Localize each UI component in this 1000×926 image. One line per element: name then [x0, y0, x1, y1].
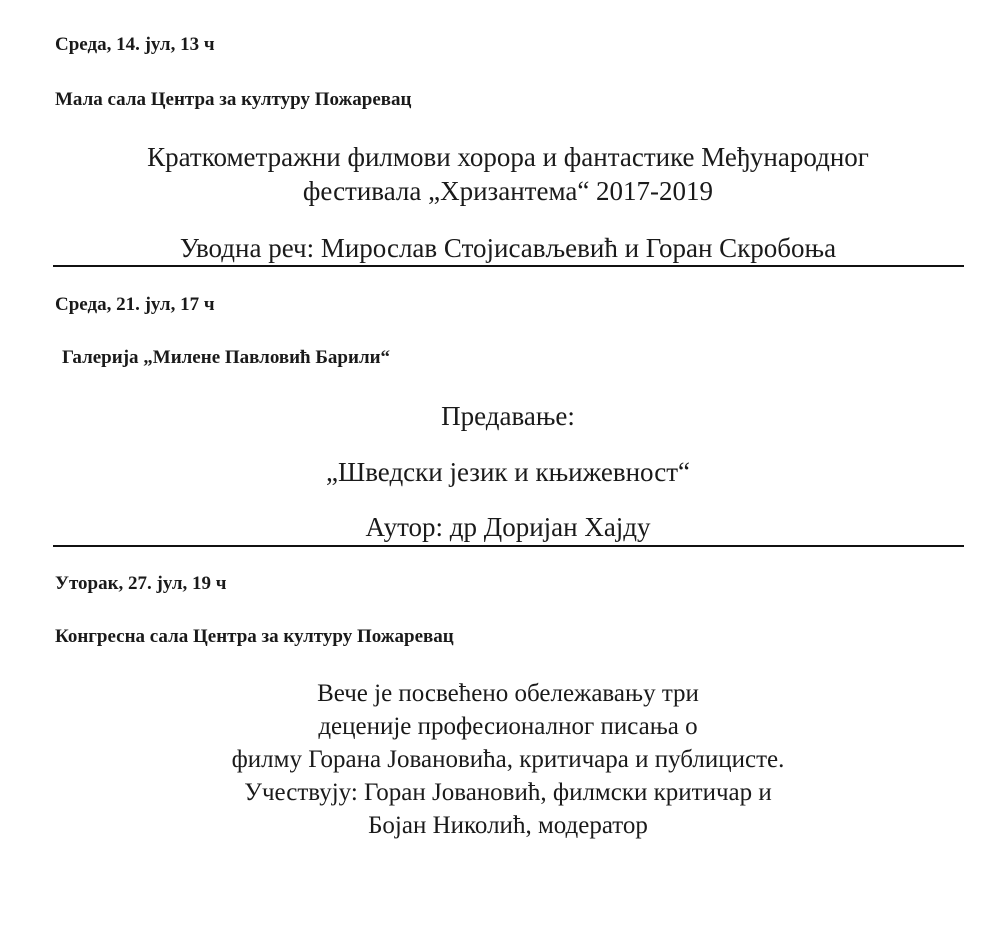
event-3-line-3: филму Горана Јовановића, критичара и публицисте. — [231, 746, 785, 773]
event-2-date: Среда, 21. јул, 17 ч — [55, 294, 215, 315]
event-3-line-4: Учествују: Горан Јовановић, филмски критичар и — [244, 779, 772, 806]
event-1-date: Среда, 14. јул, 13 ч — [55, 34, 215, 55]
event-3-line-5: Бојан Николић, модератор — [368, 812, 648, 839]
event-2-venue: Галерија „Милене Павловић Барили“ — [62, 347, 391, 368]
event-1-venue: Мала сала Центра за културу Пожаревац — [55, 89, 412, 110]
divider-1 — [53, 265, 964, 267]
event-1-title-line-2: фестивала „Хризантема“ 2017-2019 — [302, 176, 714, 206]
event-3-venue: Конгресна сала Центра за културу Пожаревац — [55, 626, 454, 647]
event-3-line-2: деценије професионалног писања о — [318, 713, 698, 740]
event-1-intro: Уводна реч: Мирослав Стојисављевић и Горан Скробоња — [179, 233, 837, 263]
event-2-type: Предавање: — [441, 401, 575, 431]
event-1-title — [53, 140, 963, 208]
event-2-author: Аутор: др Доријан Хајду — [365, 512, 651, 542]
event-3-line-1: Вече је посвећено обележавању три — [317, 680, 699, 707]
event-1-title-line-1: Краткометражни филмови хорора и фантастике Међународног — [147, 142, 869, 172]
event-3-description — [53, 677, 963, 842]
event-3-date: Уторак, 27. јул, 19 ч — [55, 573, 227, 594]
event-2-title: „Шведски језик и књижевност“ — [326, 457, 690, 487]
divider-2 — [53, 545, 964, 547]
